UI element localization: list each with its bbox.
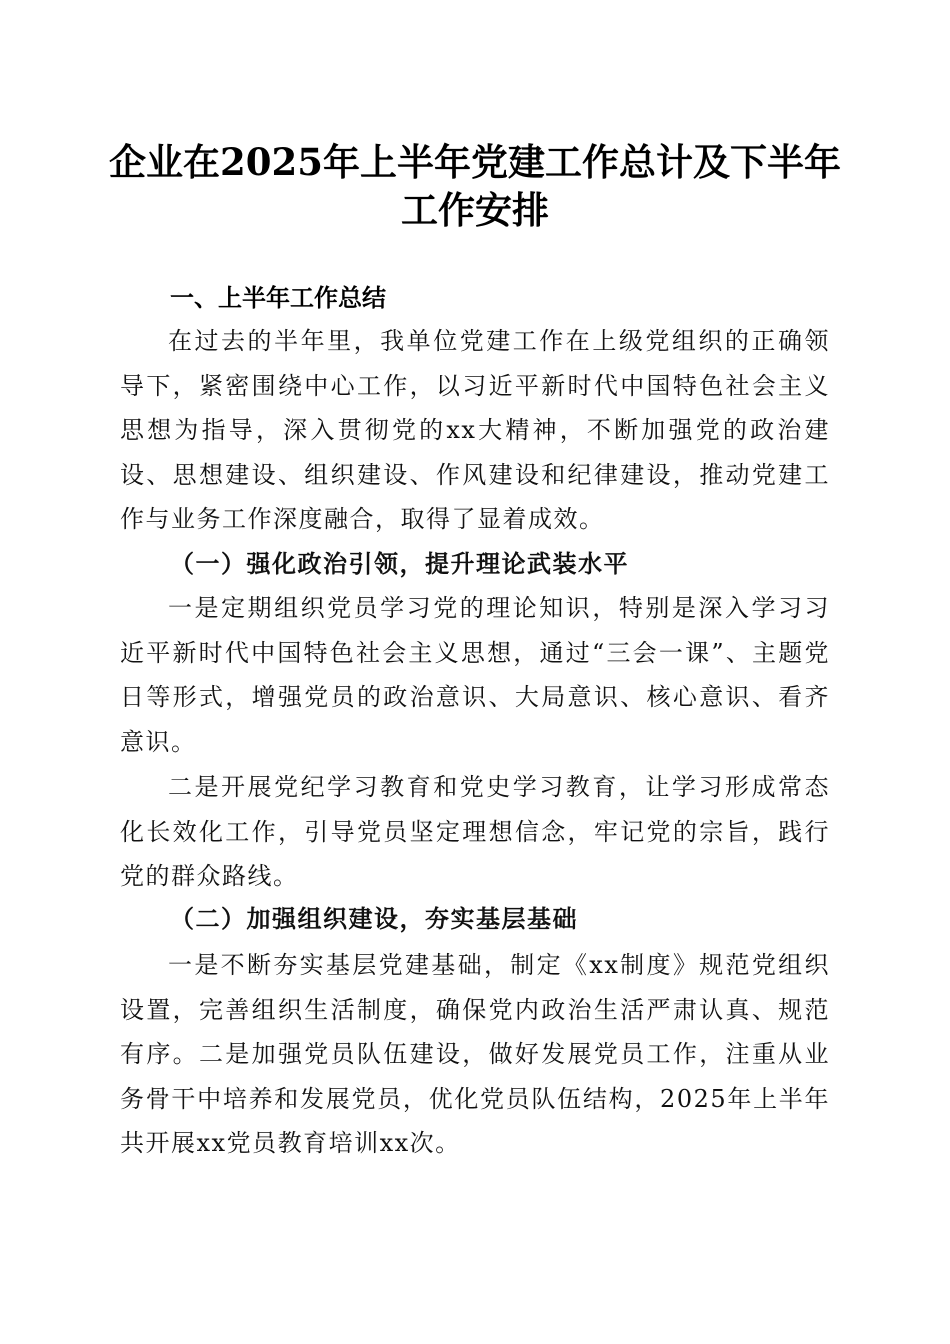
subsection-1-paragraph-2: 二是开展党纪学习教育和党史学习教育，让学习形成常态化长效化工作，引导党员坚定理想信念，牢记党的宗旨，践行党的群众路线。	[120, 773, 830, 890]
subsection-1-paragraph-1: 一是定期组织党员学习党的理论知识，特别是深入学习习近平新时代中国特色社会主义思想，通过“三会一课”、主题党日等形式，增强党员的政治意识、大局意识、核心意识、看齐意识。	[120, 594, 830, 756]
title-line-2: 工作安排	[401, 188, 549, 232]
subsection-heading-1: （一）强化政治引领，提升理论武装水平	[170, 549, 629, 578]
intro-paragraph: 在过去的半年里，我单位党建工作在上级党组织的正确领导下，紧密围绕中心工作，以习近平新时代中国特色社会主义思想为指导，深入贯彻党的xx大精神，不断加强党的政治建设、思想建设、组织建设、作风建设和纪律建设，推动党建工作与业务工作深度融合，取得了显着成效。	[120, 327, 830, 533]
subsection-heading-2: （二）加强组织建设，夯实基层基础	[170, 904, 578, 933]
subsection-2-paragraph-1: 一是不断夯实基层党建基础，制定《xx制度》规范党组织设置，完善组织生活制度，确保党内政治生活严肃认真、规范有序。二是加强党员队伍建设，做好发展党员工作，注重从业务骨干中培养和发展党员，优化党员队伍结构，2025年上半年共开展xx党员教育培训xx次。	[120, 951, 830, 1157]
document-title	[80, 138, 870, 234]
section-heading-1: 一、上半年工作总结	[170, 284, 386, 312]
title-line-1: 企业在2025年上半年党建工作总计及下半年	[109, 140, 841, 184]
